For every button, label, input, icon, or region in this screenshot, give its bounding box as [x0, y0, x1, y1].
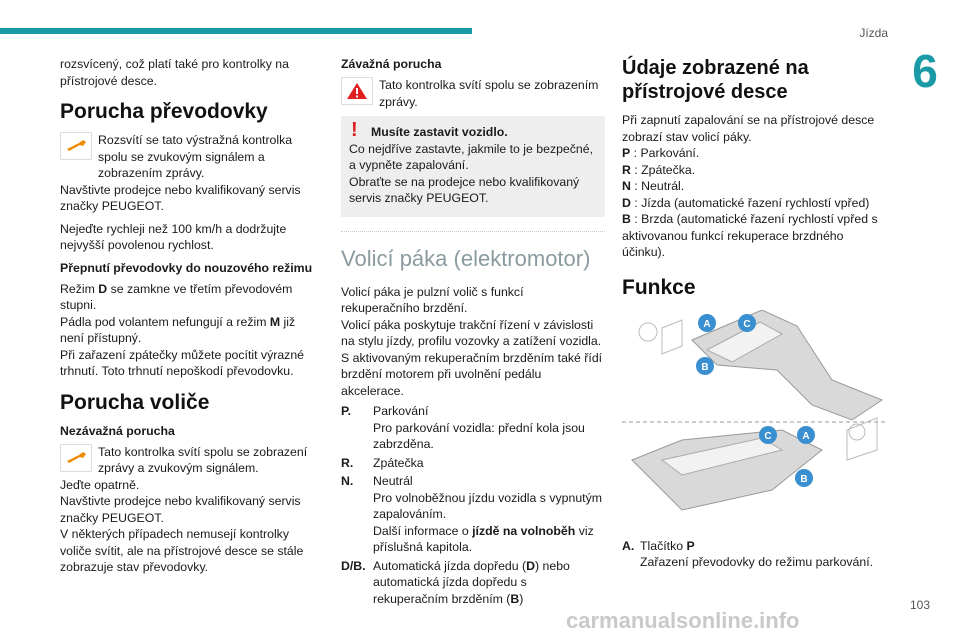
state-n: N : Neutrál.	[622, 179, 685, 193]
svg-text:A: A	[802, 430, 810, 442]
state-list	[622, 145, 886, 261]
heading-selector-lever: Volicí páka (elektromotor)	[341, 231, 605, 272]
alert-title: Musíte zastavit vozidlo.	[371, 125, 508, 139]
heading-gearbox-failure: Porucha převodovky	[60, 100, 268, 123]
gearbox-p1: Navštivte prodejce nebo kvalifikovaný servis značky PEUGEOT.	[60, 182, 301, 213]
intro-text: rozsvícený, což platí také pro kontrolky na přístrojové desce.	[60, 57, 289, 88]
alert-p1: Co nejdříve zastavte, jakmile to je bezpečné, a vypněte zapalování.	[349, 141, 594, 172]
selector-illustration	[622, 310, 886, 530]
heading-function: Funkce	[622, 275, 696, 299]
section-header: Jízda	[859, 26, 888, 40]
heading-selector-failure: Porucha voliče	[60, 390, 210, 414]
minor-p2: Navštivte prodejce nebo kvalifikovaný servis značky PEUGEOT.	[60, 494, 301, 525]
column-3	[622, 56, 886, 571]
emergency-p1: Režim D se zamkne ve třetím převodovém stupni.	[60, 281, 293, 312]
caption-a: A. Tlačítko P Zařazení převodovky do režimu parkování.	[622, 538, 874, 569]
wrench-warning-icon	[60, 444, 92, 472]
svg-text:A: A	[703, 318, 711, 330]
steering-wheel-icon	[639, 323, 657, 341]
major-warning-text: Tato kontrolka svítí spolu se zobrazením zprávy.	[379, 78, 599, 109]
svg-text:C: C	[743, 318, 751, 330]
state-p: P : Parkování.	[622, 146, 700, 160]
top-accent-bar	[0, 28, 472, 34]
emergency-p3: Při zařazení zpátečky můžete pocítit výrazné trhnutí. Toto trhnutí nepoškodí převodovku.	[60, 347, 304, 378]
wrench-warning-icon	[60, 132, 92, 160]
column-2	[341, 56, 605, 609]
mode-r: R. Zpátečka	[341, 455, 424, 470]
lever-top	[639, 310, 882, 420]
mode-list	[341, 403, 605, 607]
heading-emergency-mode: Přepnutí převodovky do nouzového režimu	[60, 260, 313, 275]
state-r: R : Zpátečka.	[622, 162, 696, 177]
display-intro: Při zapnutí zapalování se na přístrojové desce zobrazí stav volicí páky.	[622, 113, 875, 144]
column-1	[60, 56, 322, 582]
mode-p: P. Parkování Pro parkování vozidla: přední kola jsou zabrzděna.	[341, 404, 585, 451]
gearbox-warning-text: Rozsvítí se tato výstražná kontrolka spolu se zvukovým signálem a zobrazením zprávy.	[98, 133, 293, 180]
heading-display-info: Údaje zobrazené na přístrojové desce	[622, 57, 809, 103]
state-d: D : Jízda (automatické řazení rychlostí vpřed)	[622, 195, 870, 210]
mode-db: D/B. Automatická jízda dopředu (D) nebo automatická jízda dopředu s rekuperačním brzděním (B)	[341, 558, 570, 606]
watermark: carmanualsonline.info	[566, 608, 800, 633]
stop-alert-box	[341, 116, 605, 217]
lever-bottom	[632, 418, 877, 510]
minor-p1: Jeďte opatrně.	[60, 477, 140, 492]
lever-p1: Volicí páka je pulzní volič s funkcí rekuperačního brzdění.	[341, 284, 524, 315]
page-number: 103	[909, 598, 930, 612]
svg-text:C: C	[764, 430, 772, 442]
mode-n: N. Neutrál Pro volnoběžnou jízdu vozidla s vypnutým zapalováním. Další informace o jízdě na volnoběh viz příslušná kapitola.	[341, 474, 602, 554]
emergency-p2: Pádla pod volantem nefungují a režim M již není přístupný.	[60, 314, 296, 345]
lever-p2: Volicí páka poskytuje trakční řízení v závislosti na stylu jízdy, profilu vozovky a zatížení vozidla.	[341, 317, 602, 348]
lever-p3: S aktivovaným rekuperačním brzděním také řídí brzdění motorem při uvolnění pedálu akcelerace.	[341, 350, 603, 398]
svg-text:B: B	[701, 361, 709, 373]
gearbox-warning-row	[60, 132, 322, 182]
gearbox-p2: Nejeďte rychleji než 100 km/h a dodržujte nejvyšší povolenou rychlost.	[60, 221, 287, 252]
heading-minor-failure: Nezávažná porucha	[60, 423, 175, 438]
exclamation-icon: !	[351, 119, 358, 141]
svg-text:B: B	[800, 473, 808, 485]
alert-p2: Obraťte se na prodejce nebo kvalifikovaný servis značky PEUGEOT.	[349, 174, 580, 205]
minor-warning-row	[60, 444, 322, 477]
triangle-alert-icon	[341, 77, 373, 105]
minor-warning-text: Tato kontrolka svítí spolu se zobrazení zprávy a zvukovým signálem.	[98, 444, 308, 475]
chapter-number: 6	[912, 45, 938, 97]
major-warning-row	[341, 77, 605, 110]
minor-p3: V některých případech nemusejí kontrolky voliče svítit, ale na přístrojové desce se stále zobrazuje stav převodovky.	[60, 527, 304, 574]
state-b: B : Brzda (automatické řazení rychlostí vpřed s aktivovanou funkcí rekuperace brzdného účinku).	[622, 212, 878, 259]
heading-major-failure: Závažná porucha	[341, 57, 442, 71]
